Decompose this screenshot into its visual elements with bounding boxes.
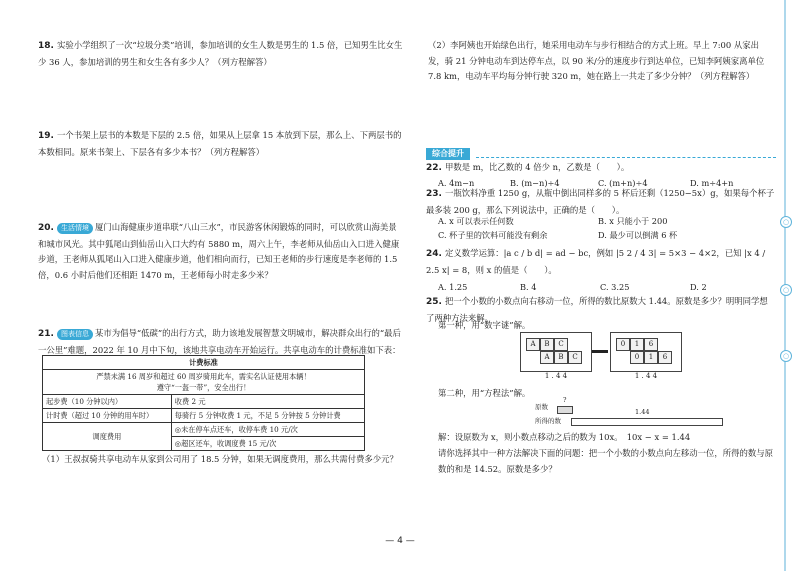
page-number: — 4 — [385, 536, 415, 546]
option-b[interactable]: B. x 只能小于 200 [598, 216, 668, 226]
option-b[interactable]: B. 4 [520, 282, 537, 292]
banner-divider [476, 157, 776, 158]
question-24: 24. 定义数学运算：|a c / b d| = ad − bc，例如 |5 2 / 4 3| = 5×3 − 4×2，已知 |x 4 / 2.5 x| = 8，则 x 的值是（ ）。 [426, 248, 766, 275]
option-c[interactable]: C. (m+n)÷4 [598, 178, 648, 188]
question-21-part2: （2）李阿姨也开始绿色出行，她采用电动车与步行相结合的方式上班。早上 7:00 从家出发，骑 21 分钟电动车到达停车点，以 90 米/分的速度步行到达单位，已知李阿姨家离单位 7.8 km，电动车平均每分钟行驶 320 m，她在路上一共走了多少分钟？（列方程解答） [428, 40, 765, 81]
option-a[interactable]: A. 1.25 [438, 282, 468, 292]
option-b[interactable]: B. (m−n)÷4 [510, 178, 560, 188]
option-a[interactable]: A. x 可以表示任何数 [438, 216, 514, 226]
section-banner [426, 148, 786, 160]
option-d[interactable]: D. m÷4+n [690, 178, 734, 188]
follow-up-question: 请你选择其中一种方法解决下面的问题：把一个小数的小数点向左移动一位，所得的数与原数的和是 14.52。原数是多少？ [438, 448, 773, 474]
equation-bar-diagram: 原数 ? 所得的数 1.44 [535, 398, 725, 428]
table-row: 起步费（10 分钟以内） 收费 2 元 [43, 395, 365, 409]
question-text: 厦门山海健康步道串联“八山三水”，市民游客休闲锻炼的同时，可以欣赏山海美景和城市风光。其中狐尾山到仙岳山入口大约有 5880 m，周六上午，李老师从仙岳山入口进入健康步道，王老师从狐尾山入口进入健康步道，他们相向而行，已知王老师的步行速度是李老师的 1.5 倍，0.6 小时后他们还相距 1470 m，王老师每小时走多少米？ [38, 222, 400, 280]
table-row: ◎超区还车，收调度费 15 元/次 [43, 437, 365, 451]
question-19 [38, 128, 403, 160]
category-tag: 图表信息 [57, 329, 93, 340]
option-c[interactable]: C. 3.25 [600, 282, 630, 292]
question-number: 21. [38, 329, 54, 339]
banner-label: 综合提升 [426, 148, 470, 160]
question-21-part1: （1）王叔叔骑共享电动车从家到公司用了 18.5 分钟，如果无调度费用，那么共需付费多少元？ [42, 454, 398, 464]
category-tag: 生活情境 [57, 223, 93, 234]
question-23: 23. 一瓶饮料净重 1250 g，从瓶中倒出同样多的 5 杯后还剩（1250−5x）g，如果每个杯子最多装 200 g，那么下列说法中，正确的是（ ）。 [426, 188, 775, 215]
question-21 [38, 326, 403, 358]
table-row: 调度费用 ◎未在停车点还车，收停车费 10 元/次 [43, 423, 365, 437]
fee-table [42, 355, 365, 451]
question-20 [38, 220, 403, 283]
table-row: 计时费（超过 10 分钟的用车时） 每骑行 5 分钟收费 1 元，不足 5 分钟按 5 分钟计费 [43, 409, 365, 423]
question-number: 18. [38, 41, 54, 51]
binding-hole-icon: ○ [780, 350, 792, 362]
question-text: 一个书架上层书的本数是下层的 2.5 倍，如果从上层拿 15 本放到下层，那么上、下两层书的本数相同。原来书架上、下层各有多少本书？（列方程解答） [38, 130, 402, 157]
question-25: 25. 把一个小数的小数点向右移动一位，所得的数比原数大 1.44。原数是多少？明明同学想了两种方法来解。 [426, 296, 768, 323]
binding-hole-icon: ○ [780, 216, 792, 228]
question-number: 19. [38, 131, 54, 141]
arrow [592, 350, 608, 353]
option-a[interactable]: A. 4m−n [438, 178, 475, 188]
method-two-label: 第二种，用“方程法”解。 [438, 388, 531, 398]
original-bar [557, 406, 573, 414]
method-one-label: 第一种，用“数字谜”解。 [438, 320, 531, 330]
question-text: 某市为倡导“低碳”的出行方式，助力该地发展智慧文明城市，解决群众出行的“最后一公里”难题，2022 年 10 月中下旬，该地共享电动车开始运行。共享电动车的计费标准如下表： [38, 328, 401, 355]
result-bar [571, 418, 723, 426]
question-number: 20. [38, 223, 54, 233]
question-text: 实验小学组织了一次“垃圾分类”培训，参加培训的女生人数是男生的 1.5 倍，已知男生比女生少 36 人，参加培训的男生和女生各有多少人？（列方程解答） [38, 40, 403, 67]
option-c[interactable]: C. 杯子里的饮料可能没有剩余 [438, 230, 548, 240]
question-18 [38, 38, 403, 70]
option-d[interactable]: D. 2 [690, 282, 707, 292]
table-notice: 严禁未满 16 周岁和超过 60 周岁骑用此车，需实名认证使用本辆！ 遵守“一盔一带”，安全出行！ [43, 370, 365, 395]
option-d[interactable]: D. 最少可以倒满 6 杯 [598, 230, 678, 240]
solution-text: 解：设原数为 x，则小数点移动之后的数为 10x。 10x − x = 1.44 [438, 432, 691, 442]
workbook-page: 18. 实验小学组织了一次“垃圾分类”培训，参加培训的女生人数是男生的 1.5 倍，已知男生比女生少 36 人，参加培训的男生和女生各有多少人？（列方程解答） 19. 一个书架上层书的本数是下层的 2.5 倍，如果从上层拿 15 本放到下层，那么上、下两层书的本数相同。原来书架上、下层各有多少本书？（列方程解答） 20. 生活情境 厦门山海健康步道串联“八山三水”，市民游客休闲锻炼的同时，可以欣赏山海美景和城市风光。其中狐尾山到仙岳山入口大约有 5880 m，周六上午，李老师从仙岳山入口进入健康步道，王老师从狐尾山入口进入健康步道，他们相向而行，已知王老师的步行速度是李老师的 1.5 倍，0.6 小时后他们还相距 1470 m，王老师每小时走多少米？ 21. 图表信息 某市为倡导“低碳”的出行方式，助力该地发展智慧文明城市，解决群众出行的“最后一公里”难题，2022 年 10 月中下旬，该地共享电动车开始运行。共享电动车的计费标准如下表： 计费标准 严禁未满 16 周岁和超过 60 周岁骑用此车，需实名认证使用本辆！ 遵守“一盔一带”，安全出行！ 起步费（10 分钟以内） 收费 2 元 计时费（超过 10 分钟的用车时） 每骑行 5 分钟收费 1 元，不足 5 分钟按 5 分钟计费 调度费用 ◎未在停车点还车，收停车费 10 元/次 ◎超区还车，收调度费 15 元/次 （1）王叔叔骑共享电动车从家到公司用了 18.5 分钟，如果无调度费用，那么共需付费多少元？ （2）李阿姨也开始绿色出行，她采用电动车与步行相结合的方式上班。早上 7:00 从家出发，骑 21 分钟电动车到达停车点，以 90 米/分的速度步行到达单位，已知李阿姨家离单位 7.8 km，电动车平均每分钟行驶 320 m，她在路上一共走了多少分钟？（列方程解答） 综合提升 22. 甲数是 m，比乙数的 4 倍少 n，乙数是（ ）。 A. 4m−n B. (m−n)÷4 C. (m+n)÷4 D. m÷4+n 23. 一瓶饮料净重 1250 g，从瓶中倒出同样多的 5 杯后还剩（1250−5x）g，如果每个杯子最多装 200 g，那么下列说法中，正确的是（ ）。 A. x 可以表示任何数 B. x 只能小于 200 C. 杯子里的饮料可能没有剩余 D. 最少可以倒满 6 杯 24. 定义数学运算：|a c / b d| = ad − bc，例如 |5 2 / 4 3| = 5×3 − 4×2，已知 |x 4 / 2.5 x| = 8，则 x 的值是（ ）。 A. 1.25 B. 4 C. 3.25 D. 2 25. 把一个小数的小数点向右移动一位，所得的数比原数大 1.44。原数是多少？明明同学想了两种方法来解。 第一种，用“数字谜”解。 A B C A B C 1 . 4 4 0 1 6 0 1 6 1 . 4 4 第二种，用“方程法”解。 原数 ? 所得的数 1.44 解：设原数为 x，则小数点移动之后的数为 10x。 10x − x = 1.44 请你选择其中一种方法解决下面的问题：把一个小数的小数点向左移动一位，所得的数与原数的和是 14.52。原数是多少？ ○ ○ ○ — 4 — [0, 0, 800, 571]
table-title: 计费标准 [43, 356, 365, 370]
question-22: 22. 甲数是 m，比乙数的 4 倍少 n，乙数是（ ）。 [426, 162, 630, 173]
binding-hole-icon: ○ [780, 284, 792, 296]
